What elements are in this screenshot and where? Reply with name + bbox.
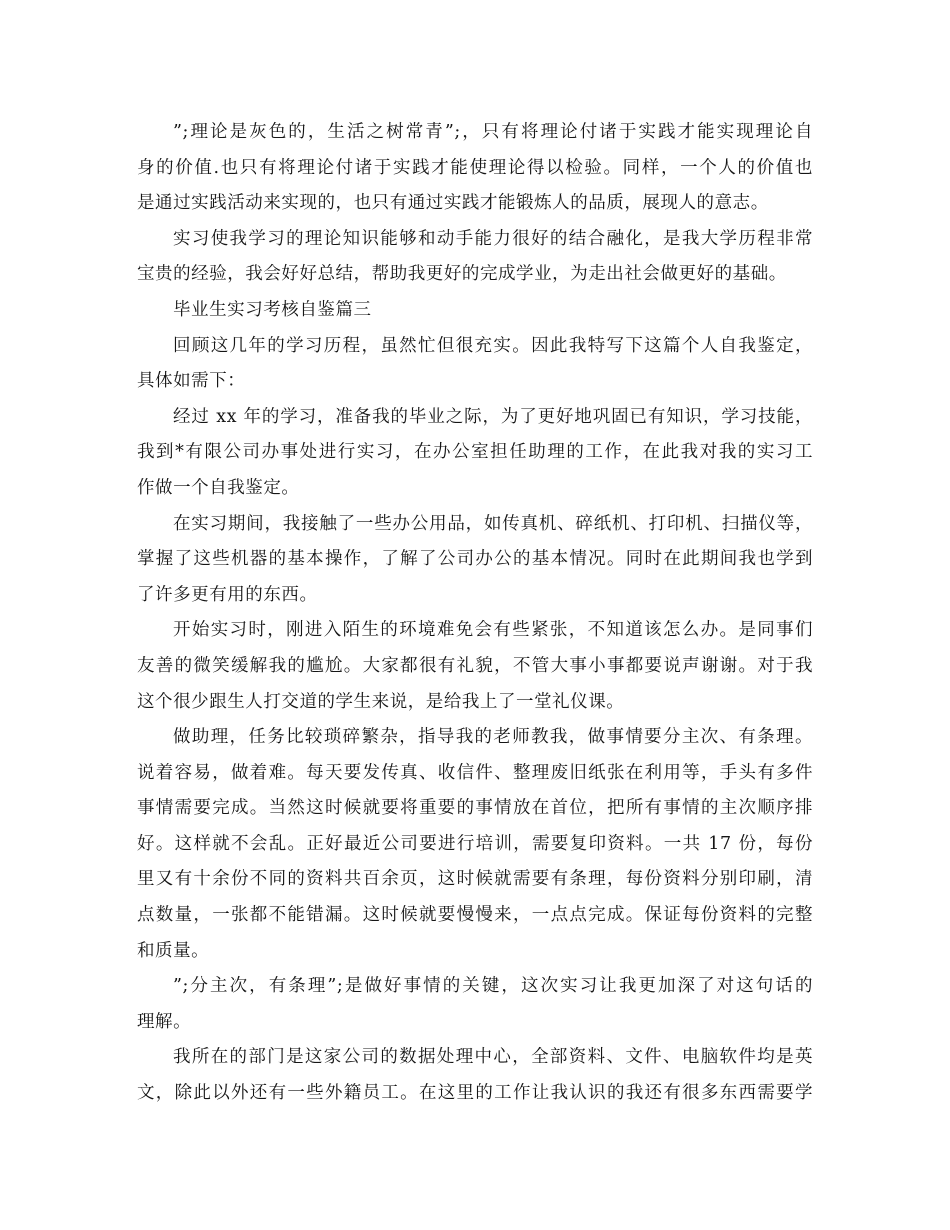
- paragraph-line: 回顾这几年的学习历程，虽然忙但很充实。因此我特写下这篇个人自我鉴定，: [173, 335, 813, 356]
- paragraph-line: 宝贵的经验，我会好好总结，帮助我更好的完成学业，为走出社会做更好的基础。: [137, 264, 787, 285]
- paragraph-office-equipment: [137, 507, 813, 614]
- paragraph-department: [137, 1040, 813, 1111]
- paragraph-line: 点数量，一张都不能错漏。这时候就要慢慢来，一点点完成。保证每份资料的完整: [137, 905, 813, 926]
- paragraph-line: 说着容易，做着难。每天要发传真、收信件、整理废旧纸张在利用等，手头有多件: [137, 762, 813, 783]
- section-heading-text: 毕业生实习考核自鉴篇三: [173, 299, 372, 320]
- paragraph-line: 身的价值.也只有将理论付诸于实践才能使理论得以检验。同样，一个人的价值也: [137, 157, 813, 178]
- paragraph-line: 掌握了这些机器的基本操作，了解了公司办公的基本情况。同时在此期间我也学到: [137, 549, 813, 570]
- paragraph-line: 作做一个自我鉴定。: [137, 477, 300, 498]
- paragraph-theory-practice: [137, 115, 813, 222]
- paragraph-line: 事情需要完成。当然这时候就要将重要的事情放在首位，把所有事情的主次顺序排: [137, 798, 813, 819]
- paragraph-line: 在实习期间，我接触了一些办公用品，如传真机、碎纸机、打印机、扫描仪等，: [173, 513, 813, 534]
- paragraph-start: [137, 613, 813, 720]
- paragraph-review: [137, 329, 813, 400]
- document-body: [137, 115, 813, 1112]
- paragraph-line: 经过 xx 年的学习，准备我的毕业之际，为了更好地巩固已有知识，学习技能，: [173, 406, 813, 427]
- paragraph-line: 实习使我学习的理论知识能够和动手能力很好的结合融化，是我大学历程非常: [173, 228, 813, 249]
- paragraph-line: 做助理，任务比较琐碎繁杂，指导我的老师教我，做事情要分主次、有条理。: [173, 727, 813, 748]
- paragraph-line: 具体如需下：: [137, 371, 246, 392]
- paragraph-line: 里又有十余份不同的资料共百余页，这时候就需要有条理，每份资料分别印刷，清: [137, 869, 813, 890]
- paragraph-internship-value: [137, 222, 813, 293]
- paragraph-line: 好。这样就不会乱。正好最近公司要进行培训，需要复印资料。一共 17 份，每份: [137, 833, 813, 854]
- paragraph-key: [137, 969, 813, 1040]
- paragraph-line: 和质量。: [137, 940, 210, 961]
- paragraph-line: 文，除此以外还有一些外籍员工。在这里的工作让我认识的我还有很多东西需要学: [137, 1083, 813, 1104]
- paragraph-line: 开始实习时，刚进入陌生的环境难免会有些紧张，不知道该怎么办。是同事们: [173, 620, 813, 641]
- paragraph-line: 这个很少跟生人打交道的学生来说，是给我上了一堂礼仪课。: [137, 691, 625, 712]
- paragraph-intro: [137, 400, 813, 507]
- paragraph-line: 是通过实践活动来实现的，也只有通过实践才能锻炼人的品质，展现人的意志。: [137, 193, 769, 214]
- paragraph-line: 了许多更有用的东西。: [137, 584, 318, 605]
- paragraph-line: 我所在的部门是这家公司的数据处理中心，全部资料、文件、电脑软件均是英: [173, 1047, 813, 1068]
- paragraph-line: ”;理论是灰色的，生活之树常青”;，只有将理论付诸于实践才能实现理论自: [173, 122, 813, 142]
- paragraph-line: ”;分主次，有条理”;是做好事情的关键，这次实习让我更加深了对这句话的: [173, 976, 813, 997]
- paragraph-line: 理解。: [137, 1011, 192, 1032]
- paragraph-assistant: [137, 720, 813, 969]
- section-heading: [137, 293, 813, 329]
- paragraph-line: 友善的微笑缓解我的尴尬。大家都很有礼貌，不管大事小事都要说声谢谢。对于我: [137, 655, 813, 676]
- paragraph-line: 我到*有限公司办事处进行实习，在办公室担任助理的工作，在此我对我的实习工: [137, 442, 813, 463]
